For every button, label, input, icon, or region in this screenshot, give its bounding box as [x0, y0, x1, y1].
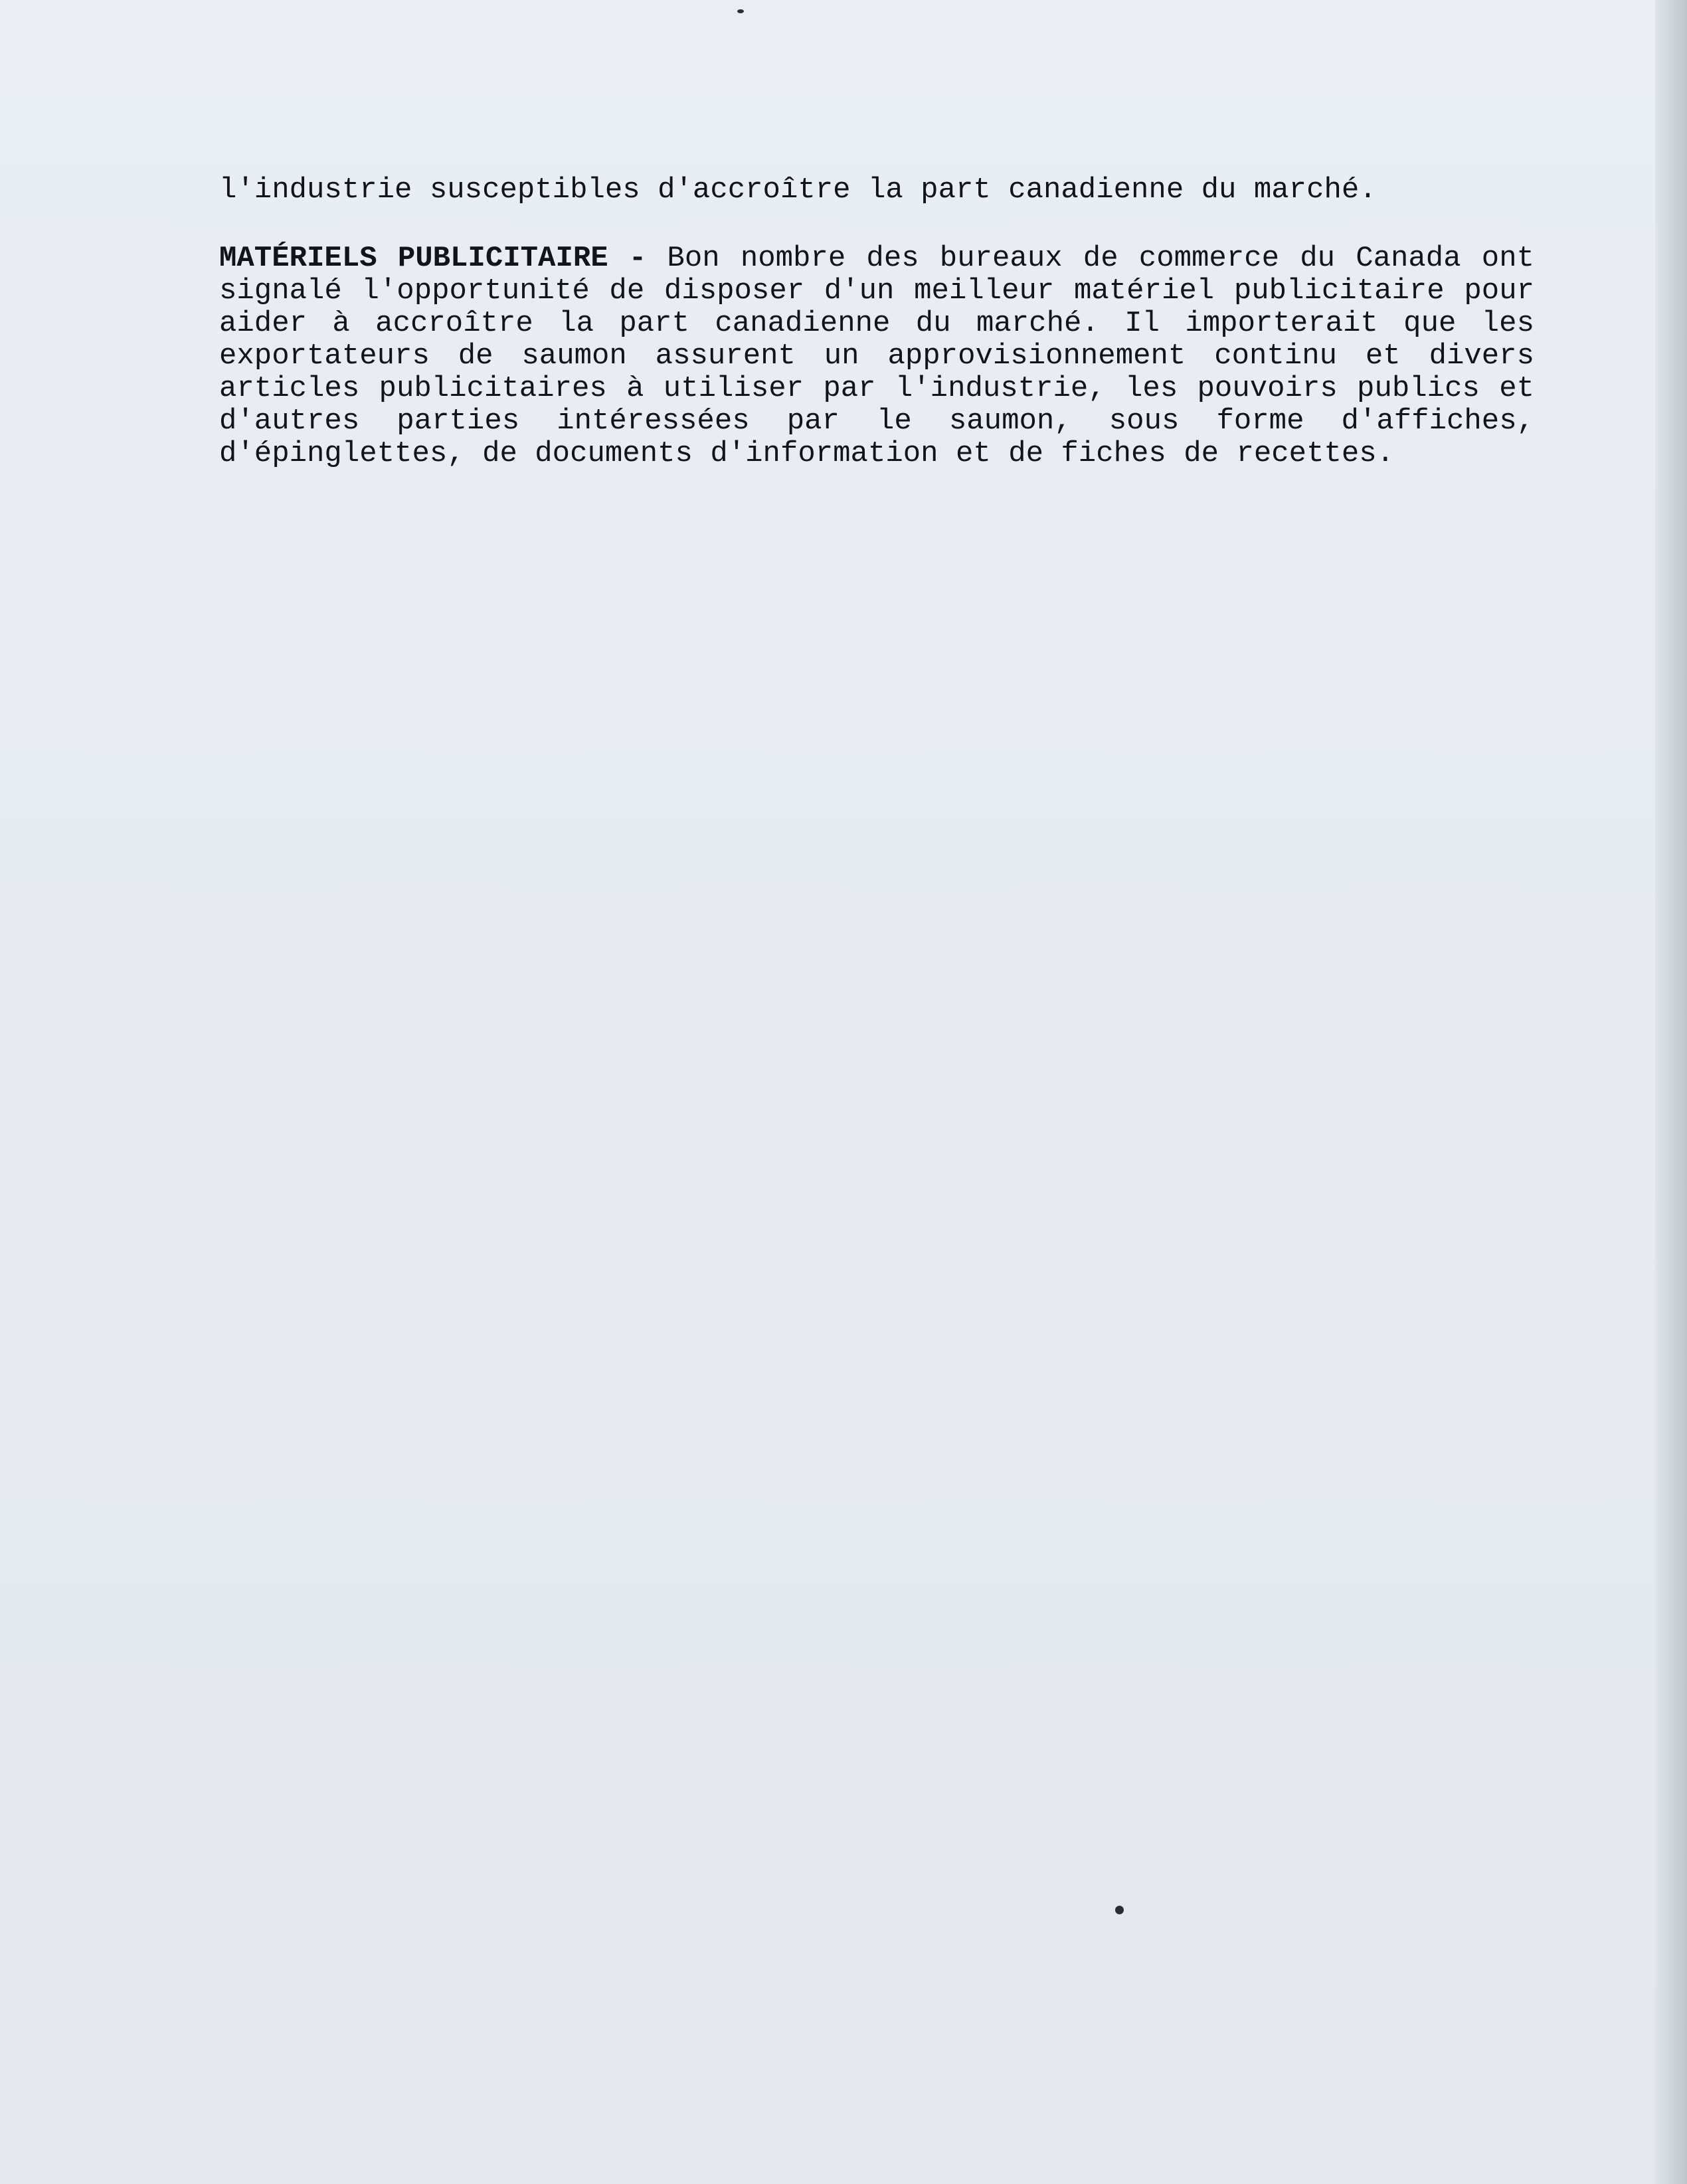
continuation-line: l'industrie susceptibles d'accroître la part canadienne du marché. — [219, 173, 1377, 207]
scan-speck — [1115, 1906, 1124, 1914]
scan-speck — [737, 9, 744, 13]
publicity-paragraph — [219, 242, 1534, 470]
section-heading: MATÉRIELS PUBLICITAIRE - — [219, 242, 647, 275]
page-edge — [1655, 0, 1687, 2184]
section-body: Bon nombre des bureaux de commerce du Canada ont signalé l'opportunité de disposer d'un meilleur matériel publicitaire pour aider à accroître la part canadienne du marché. Il importerait que les exportateurs de saumon assurent un approvisionnement continu et divers articles publicitaires à utiliser par l'industrie, les pouvoirs publics et d'autres parties intéressées par le saumon, sous forme d'affiches, d'épinglettes, de documents d'information et de fiches de recettes. — [219, 242, 1535, 470]
